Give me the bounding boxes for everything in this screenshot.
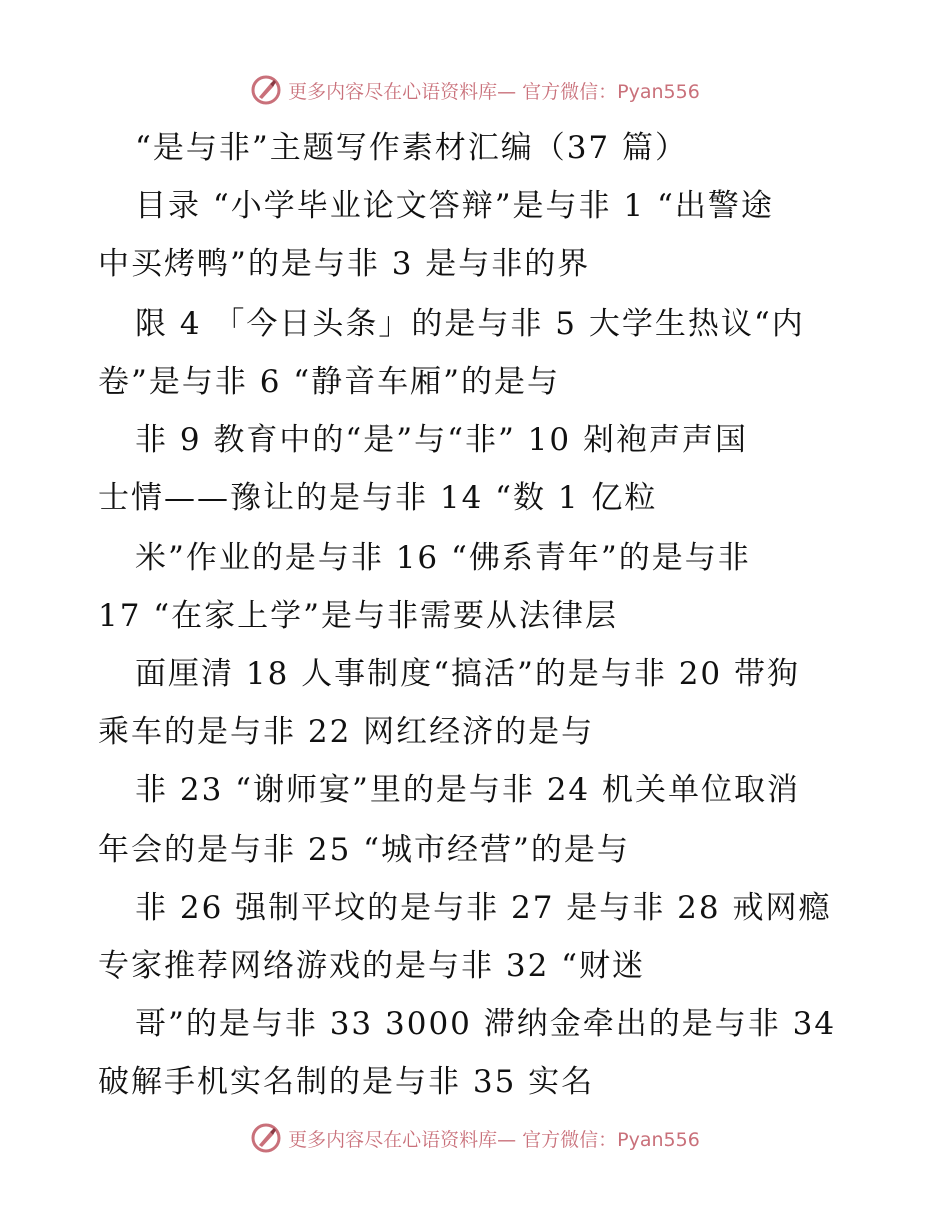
toc-line-1: 目录 “小学毕业论文答辩”是与非 1 “出警途	[135, 188, 774, 224]
toc-line-5: 非 9 教育中的“是”与“非” 10 剁袍声声国	[135, 422, 748, 458]
toc-line-16: 破解手机实名制的是与非 35 实名	[98, 1064, 595, 1100]
toc-line-13: 非 26 强制平坟的是与非 27 是与非 28 戒网瘾	[135, 890, 832, 926]
toc-line-7: 米”作业的是与非 16 “佛系青年”的是与非	[135, 540, 751, 576]
watermark-text: 更多内容尽在心语资料库—	[288, 80, 517, 103]
toc-line-11: 非 23 “谢师宴”里的是与非 24 机关单位取消	[135, 772, 801, 808]
watermark-contact: 官方微信：Pyan556	[522, 80, 700, 103]
pen-logo-icon	[250, 74, 282, 106]
toc-line-8: 17 “在家上学”是与非需要从法律层	[98, 598, 618, 634]
toc-line-4: 卷”是与非 6 “静音车厢”的是与	[98, 364, 560, 400]
toc-line-12: 年会的是与非 25 “城市经营”的是与	[98, 832, 630, 868]
header-watermark	[0, 70, 950, 110]
toc-line-6: 士情——豫让的是与非 14 “数 1 亿粒	[98, 480, 658, 516]
toc-line-15: 哥”的是与非 33 3000 滞纳金牵出的是与非 34	[135, 1006, 837, 1042]
toc-line-10: 乘车的是与非 22 网红经济的是与	[98, 714, 595, 750]
toc-line-3: 限 4 「今日头条」的是与非 5 大学生热议“内	[135, 306, 805, 342]
document-title: “是与非”主题写作素材汇编（37 篇）	[135, 130, 688, 166]
toc-line-9: 面厘清 18 人事制度“搞活”的是与非 20 带狗	[135, 656, 801, 692]
watermark-text: 更多内容尽在心语资料库—	[288, 1128, 517, 1151]
toc-line-2: 中买烤鸭”的是与非 3 是与非的界	[98, 246, 591, 282]
footer-watermark	[0, 1118, 950, 1158]
pen-logo-icon	[250, 1122, 282, 1154]
watermark-contact: 官方微信：Pyan556	[522, 1128, 700, 1151]
toc-line-14: 专家推荐网络游戏的是与非 32 “财迷	[98, 948, 646, 984]
